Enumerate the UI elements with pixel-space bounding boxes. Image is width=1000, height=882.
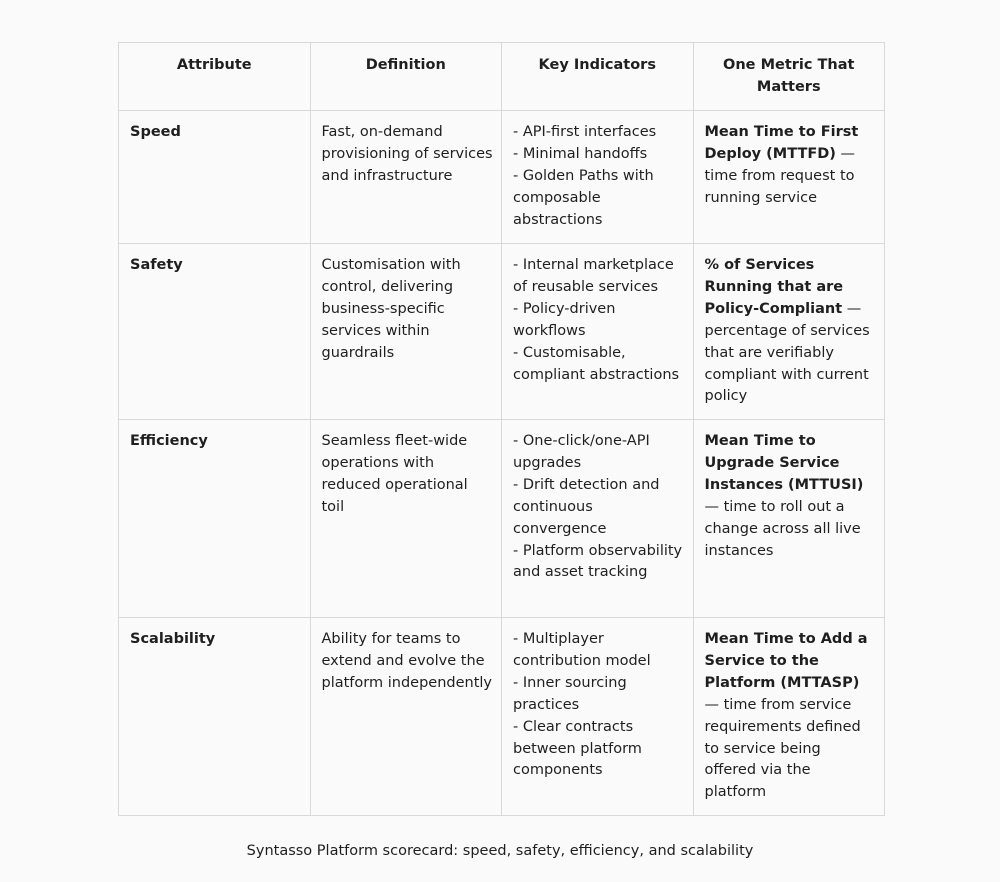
metric-cell [693,618,885,816]
indicators-cell [502,618,694,816]
metric-description: — time from service requirements defined to service being offered via the platform [704,696,861,801]
indicator-item: - Drift detection and continuous convergence [513,476,660,537]
header-metric: One Metric That Matters [693,43,885,111]
metric-cell [693,420,885,618]
indicator-item: - Internal marketplace of reusable services [513,257,674,295]
indicators-cell [502,244,694,420]
indicators-cell [502,111,694,244]
attribute-cell: Efficiency [119,420,311,618]
header-attribute: Attribute [119,43,311,111]
table-caption: Syntasso Platform scorecard: speed, safety, efficiency, and scalability [246,843,754,859]
attribute-cell: Safety [119,244,311,420]
metric-cell [693,111,885,244]
metric-cell [693,244,885,420]
attribute-cell: Speed [119,111,311,244]
header-definition: Definition [310,43,502,111]
indicators-cell [502,420,694,618]
definition-cell: Customisation with control, delivering business-specific services within guardrails [310,244,502,420]
metric-name: Mean Time to First Deploy (MTTFD) [704,124,859,162]
header-key-indicators: Key Indicators [502,43,694,111]
table-row [119,618,885,816]
indicator-item: - Multiplayer contribution model [513,631,651,669]
indicator-item: - API-first interfaces [513,124,657,140]
indicator-item: - Customisable, compliant abstractions [513,344,680,383]
metric-name: Mean Time to Add a Service to the Platform (MTTASP) [704,631,868,691]
indicator-item: - Clear contracts between platform components [513,718,642,779]
indicator-item: - Platform observability and asset tracking [513,542,683,581]
indicator-item: - Inner sourcing practices [513,674,627,713]
metric-description: — time from request to running service [704,145,856,206]
attribute-cell: Scalability [119,618,311,816]
indicator-item: - Golden Paths with composable abstractions [513,167,654,228]
metric-name: Mean Time to Upgrade Service Instances (MTTUSI) [704,433,864,493]
definition-cell: Ability for teams to extend and evolve the platform independently [310,618,502,816]
scorecard-table [118,42,885,816]
metric-name: % of Services Running that are Policy-Compliant [704,257,844,317]
indicator-item: - One-click/one-API upgrades [513,433,650,471]
table-row [119,244,885,420]
definition-cell: Seamless fleet-wide operations with reduced operational toil [310,420,502,618]
metric-description: — time to roll out a change across all live instances [704,498,861,559]
indicator-item: - Minimal handoffs [513,145,648,162]
header-row [119,43,885,111]
metric-description: — percentage of services that are verifiably compliant with current policy [704,300,870,405]
table-row [119,420,885,618]
table-row [119,111,885,244]
indicator-item: - Policy-driven workflows [513,300,616,339]
definition-cell: Fast, on-demand provisioning of services and infrastructure [310,111,502,244]
